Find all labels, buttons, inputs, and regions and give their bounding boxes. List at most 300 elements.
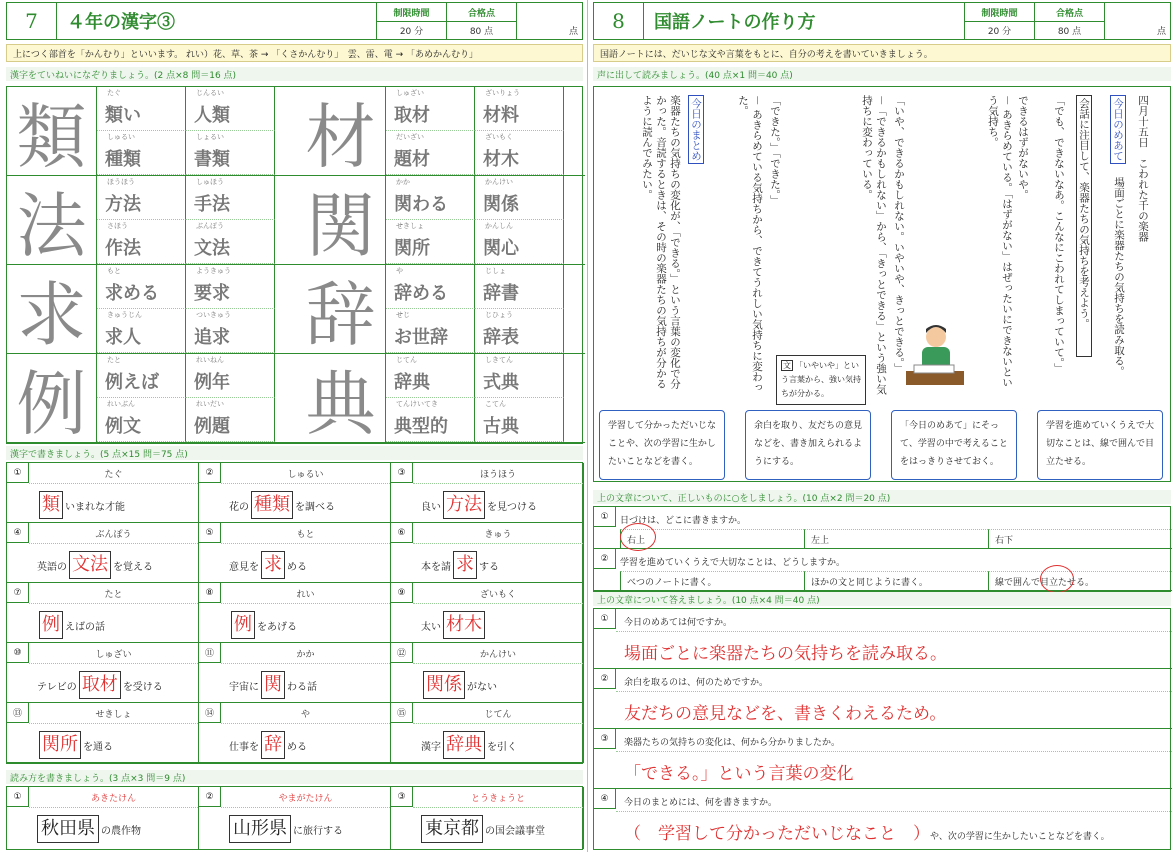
reading-question bbox=[7, 787, 199, 849]
word-kanji: 追求 bbox=[194, 327, 230, 348]
trace-word[interactable] bbox=[97, 354, 186, 398]
question-number: ③ bbox=[391, 463, 413, 483]
reading-answer[interactable]: やまがたけん bbox=[278, 794, 333, 804]
reading-question bbox=[199, 787, 391, 849]
written-question bbox=[594, 789, 1172, 849]
choice-option[interactable]: 右下 bbox=[988, 529, 1172, 549]
word-reading: てんけいてき bbox=[396, 400, 438, 408]
write-question bbox=[391, 583, 584, 643]
question-reading: たと bbox=[104, 590, 123, 600]
answer-box[interactable]: 材木 bbox=[443, 611, 485, 639]
sentence-suffix: わる話 bbox=[287, 681, 317, 693]
score-box[interactable]: 点 bbox=[1104, 3, 1170, 39]
question-number: ⑦ bbox=[7, 583, 29, 603]
word-reading: しゅざい bbox=[396, 89, 424, 97]
sentence-suffix: がない bbox=[467, 681, 497, 693]
kanji-worksheet bbox=[6, 0, 583, 852]
word-kanji: 古典 bbox=[483, 416, 519, 437]
tip-bubble-margin: 余白を取り、友だちの意見などを、書き加えられるようにする。 bbox=[745, 410, 871, 480]
notebook-worksheet bbox=[593, 0, 1171, 852]
question-reading: きゅう bbox=[484, 530, 512, 540]
question-sentence bbox=[37, 731, 113, 759]
trace-word[interactable] bbox=[386, 354, 475, 398]
guide-line bbox=[29, 543, 198, 544]
write-question bbox=[391, 703, 584, 763]
word-kanji: 例年 bbox=[194, 372, 230, 393]
word-kanji: 求める bbox=[105, 283, 159, 304]
kanji-write-grid bbox=[6, 462, 583, 764]
sentence-prefix: 英語の bbox=[37, 561, 67, 573]
dialog-line-4: 「できた。」「できた。」 bbox=[769, 95, 781, 206]
trace-word[interactable] bbox=[97, 265, 186, 309]
answer-box[interactable]: 例 bbox=[39, 611, 63, 639]
word-reading: ぶんぽう bbox=[196, 222, 224, 230]
question-reading: かんけい bbox=[479, 650, 516, 660]
question-sentence bbox=[421, 731, 517, 759]
trace-word[interactable] bbox=[475, 354, 564, 398]
time-limit: 制限時間 20 分 bbox=[964, 3, 1034, 39]
choice-option[interactable]: 線で囲んで目立たせる。 bbox=[988, 571, 1172, 591]
choice-option[interactable]: 右上 bbox=[620, 529, 804, 549]
guide-line bbox=[616, 631, 1172, 632]
choice-question bbox=[594, 549, 1172, 591]
section-answer: 上の文章について答えましょう。(10 点×4 問＝40 点) bbox=[593, 592, 1171, 606]
summary-label: 今日のまとめ bbox=[688, 95, 704, 164]
word-reading: れいぶん bbox=[107, 400, 135, 408]
word-reading: や bbox=[396, 267, 403, 275]
question-number: ⑪ bbox=[199, 643, 221, 663]
question-number: ⑥ bbox=[391, 523, 413, 543]
guide-line bbox=[616, 691, 1172, 692]
written-question bbox=[594, 729, 1172, 789]
choice-option[interactable]: べつのノートに書く。 bbox=[620, 571, 804, 591]
trace-word[interactable] bbox=[475, 220, 564, 264]
written-answers bbox=[593, 608, 1171, 850]
trace-word[interactable] bbox=[97, 220, 186, 264]
guide-line bbox=[29, 603, 198, 604]
sentence-suffix: の国会議事堂 bbox=[485, 825, 545, 837]
sentence-suffix: を調べる bbox=[295, 501, 335, 513]
trace-word[interactable] bbox=[186, 265, 275, 309]
dialog-line-2: できるはずがないや。 bbox=[1017, 95, 1029, 200]
trace-word[interactable] bbox=[386, 309, 475, 353]
word-reading: ようきゅう bbox=[196, 267, 231, 275]
word-reading: ざいりょう bbox=[485, 89, 520, 97]
choice-option[interactable]: 左上 bbox=[804, 529, 988, 549]
answer-box[interactable]: 例 bbox=[231, 611, 255, 639]
word-reading: たと bbox=[107, 356, 121, 364]
word-reading: たぐ bbox=[107, 89, 121, 97]
trace-word[interactable] bbox=[186, 131, 275, 175]
question-number: ② bbox=[199, 463, 221, 483]
tip-bubble-summary: 学習して分かっただいじなことや、次の学習に生かしたいことなどを書く。 bbox=[599, 410, 725, 480]
sentence-prefix: 良い bbox=[421, 501, 441, 513]
guide-line bbox=[221, 603, 390, 604]
trace-kanji[interactable]: 例 bbox=[7, 354, 97, 443]
question-sentence bbox=[229, 551, 307, 579]
word-reading: じひょう bbox=[485, 311, 513, 319]
question-reading: たぐ bbox=[104, 470, 123, 480]
word-kanji: 方法 bbox=[105, 194, 141, 215]
word-kanji: 関係 bbox=[483, 194, 519, 215]
word-reading: かんしん bbox=[485, 222, 513, 230]
guide-line bbox=[221, 723, 390, 724]
answer-box[interactable]: 取材 bbox=[79, 671, 121, 699]
written-answer[interactable] bbox=[624, 639, 947, 664]
question-sentence bbox=[229, 491, 335, 519]
question-reading: や bbox=[300, 710, 310, 720]
written-answer[interactable] bbox=[624, 819, 1110, 844]
question-reading: じてん bbox=[484, 710, 512, 720]
trace-word[interactable] bbox=[386, 220, 475, 264]
answer-box[interactable]: 種類 bbox=[251, 491, 293, 519]
sheet-number: 7 bbox=[7, 3, 57, 39]
choice-question bbox=[594, 507, 1172, 549]
trace-kanji[interactable]: 関 bbox=[296, 176, 386, 265]
question-reading: ぶんぽう bbox=[95, 530, 132, 540]
trace-word[interactable] bbox=[186, 176, 275, 220]
pass-mark: 合格点 80 点 bbox=[446, 3, 516, 39]
question-reading: もと bbox=[296, 530, 315, 540]
answer-tail: や、次の学習に生かしたいことなどを書く。 bbox=[930, 832, 1110, 842]
dialog-note-1: － あきらめている。「はずがない」はぜったいにできないという気持ち。 bbox=[987, 95, 1013, 388]
question-number: ⑧ bbox=[199, 583, 221, 603]
trace-word[interactable] bbox=[386, 176, 475, 220]
word-reading: ざいもく bbox=[485, 133, 513, 141]
question-sentence bbox=[37, 551, 153, 579]
guide-line bbox=[413, 663, 583, 664]
kanji-block bbox=[296, 87, 585, 176]
word-reading: せじ bbox=[396, 311, 410, 319]
sentence-suffix: の農作物 bbox=[101, 825, 141, 837]
question-reading: ほうほう bbox=[479, 470, 516, 480]
tip-bubble-highlight: 学習を進めていくうえで大切なことは、線で囲んで目立たせる。 bbox=[1037, 410, 1163, 480]
sheet-title: 国語ノートの作り方 bbox=[654, 12, 816, 33]
write-question bbox=[199, 523, 391, 583]
sentence-suffix: める bbox=[287, 561, 307, 573]
word-reading: ついきゅう bbox=[196, 311, 231, 319]
word-kanji: 作法 bbox=[105, 238, 141, 259]
question-sentence bbox=[37, 671, 163, 699]
word-kanji: 材木 bbox=[483, 149, 519, 170]
sentence-suffix: を引く bbox=[487, 741, 517, 753]
word-reading: だいざい bbox=[396, 133, 424, 141]
time-limit: 制限時間 20 分 bbox=[376, 3, 446, 39]
question-text: 余白を取るのは、何のためですか。 bbox=[624, 678, 769, 688]
section-read-aloud: 声に出して読みましょう。(40 点×1 問＝40 点) bbox=[593, 67, 1171, 81]
sentence-suffix: める bbox=[287, 741, 307, 753]
trace-word[interactable] bbox=[386, 265, 475, 309]
word-kanji: 文法 bbox=[194, 238, 230, 259]
question-number: ⑤ bbox=[199, 523, 221, 543]
sentence-suffix: いまれな才能 bbox=[65, 501, 125, 513]
word-kanji: 種類 bbox=[105, 149, 141, 170]
section-read: 読み方を書きましょう。(3 点×3 問＝9 点) bbox=[6, 770, 583, 784]
written-answer[interactable] bbox=[624, 759, 854, 784]
word-kanji: 辞書 bbox=[483, 283, 519, 304]
trace-word[interactable] bbox=[386, 131, 475, 175]
reading-answer[interactable]: とうきょうと bbox=[470, 794, 525, 804]
notebook-date: 四月十五日 こわれた千の楽器 bbox=[1137, 95, 1149, 242]
trace-word[interactable] bbox=[186, 398, 275, 442]
question-number: ① bbox=[7, 787, 29, 807]
sentence-prefix: 仕事を bbox=[229, 741, 259, 753]
write-question bbox=[199, 703, 391, 763]
multiple-choice bbox=[593, 506, 1171, 592]
question-text: 楽器たちの気持ちの変化は、何から分かりましたか。 bbox=[624, 738, 841, 748]
sentence-prefix: テレビの bbox=[37, 681, 77, 693]
question-number: ⑬ bbox=[7, 703, 29, 723]
trace-kanji[interactable]: 類 bbox=[7, 87, 97, 176]
word-kanji: 要求 bbox=[194, 283, 230, 304]
sheet-number: 8 bbox=[594, 3, 644, 39]
answer-box[interactable]: 関係 bbox=[423, 671, 465, 699]
word-kanji: 辞表 bbox=[483, 327, 519, 348]
question-number: ① bbox=[594, 507, 616, 527]
question-number: ① bbox=[7, 463, 29, 483]
dialog-line-3: 「いや、できるかもしれない。いやいや、きっとできる。」 bbox=[893, 95, 905, 374]
question-number: ③ bbox=[391, 787, 413, 807]
sentence-suffix: する bbox=[479, 561, 499, 573]
kanji-word: 東京都 bbox=[421, 815, 483, 843]
trace-word[interactable] bbox=[475, 131, 564, 175]
word-reading: せきしょ bbox=[396, 222, 424, 230]
answer-box[interactable]: 辞典 bbox=[443, 731, 485, 759]
reading-question bbox=[391, 787, 584, 849]
answer-box[interactable]: 求 bbox=[453, 551, 477, 579]
word-kanji: 関心 bbox=[483, 238, 519, 259]
trace-word[interactable] bbox=[97, 398, 186, 442]
trace-word[interactable] bbox=[475, 265, 564, 309]
guide-line bbox=[413, 723, 583, 724]
question-sentence bbox=[37, 491, 125, 519]
dialog-line-1: 「でも、できないなあ。こんなにこわれてしまっていて。」 bbox=[1053, 95, 1065, 374]
word-reading: しきてん bbox=[485, 356, 513, 364]
answer-box[interactable]: 関 bbox=[261, 671, 285, 699]
question-reading: れい bbox=[296, 590, 315, 600]
guide-line bbox=[221, 807, 390, 808]
question-number: ⑩ bbox=[7, 643, 29, 663]
guide-line bbox=[413, 603, 583, 604]
trace-kanji[interactable]: 法 bbox=[7, 176, 97, 265]
student-illustration bbox=[900, 323, 970, 395]
sentence-prefix: 意見を bbox=[229, 561, 259, 573]
write-question bbox=[199, 643, 391, 703]
answer-box[interactable]: 求 bbox=[261, 551, 285, 579]
guide-line bbox=[616, 811, 1172, 812]
trace-kanji[interactable]: 辞 bbox=[296, 265, 386, 354]
sentence-suffix: を見つける bbox=[487, 501, 537, 513]
tip-bubble-goal: 「今日のめあて」にそって、学習の中で考えることをはっきりさせておく。 bbox=[891, 410, 1017, 480]
word-kanji: 辞める bbox=[394, 283, 448, 304]
trace-word[interactable] bbox=[186, 354, 275, 398]
written-question bbox=[594, 609, 1172, 669]
trace-kanji[interactable]: 材 bbox=[296, 87, 386, 176]
write-question bbox=[199, 463, 391, 523]
word-kanji: 人類 bbox=[194, 105, 230, 126]
answer-text: 友だちの意見などを、書きくわえるため。 bbox=[624, 704, 947, 724]
choice-option[interactable]: ほかの文と同じように書く。 bbox=[804, 571, 988, 591]
question-reading: しゅざい bbox=[95, 650, 132, 660]
write-question bbox=[391, 463, 584, 523]
write-question bbox=[7, 523, 199, 583]
word-reading: しょるい bbox=[196, 133, 224, 141]
guide-line bbox=[221, 483, 390, 484]
answer-text: 場面ごとに楽器たちの気持ちを読み取る。 bbox=[624, 644, 947, 664]
word-kanji: 例題 bbox=[194, 416, 230, 437]
section-write: 漢字で書きましょう。(5 点×15 問＝75 点) bbox=[6, 446, 583, 460]
trace-word[interactable] bbox=[97, 176, 186, 220]
question-sentence bbox=[229, 731, 307, 759]
word-reading: ほうほう bbox=[107, 178, 135, 186]
goal-label: 今日のめあて bbox=[1110, 95, 1126, 164]
word-kanji: 関所 bbox=[394, 238, 430, 259]
sentence-suffix: をあげる bbox=[257, 621, 297, 633]
word-kanji: 辞典 bbox=[394, 372, 430, 393]
write-question bbox=[7, 463, 199, 523]
reading-sentence bbox=[421, 815, 545, 843]
question-number: ④ bbox=[7, 523, 29, 543]
question-number: ⑫ bbox=[391, 643, 413, 663]
word-kanji: 式典 bbox=[483, 372, 519, 393]
word-reading: かか bbox=[396, 178, 410, 186]
word-kanji: お世辞 bbox=[394, 327, 448, 348]
trace-word[interactable] bbox=[97, 87, 186, 131]
question-sentence bbox=[421, 551, 499, 579]
trace-word[interactable] bbox=[186, 87, 275, 131]
word-reading: じんるい bbox=[196, 89, 224, 97]
left-header bbox=[6, 2, 583, 40]
word-kanji: 書類 bbox=[194, 149, 230, 170]
write-question bbox=[391, 643, 584, 703]
word-reading: もと bbox=[107, 267, 121, 275]
section-trace: 漢字をていねいになぞりましょう。(2 点×8 問＝16 点) bbox=[6, 67, 583, 81]
kanji-block bbox=[296, 176, 585, 265]
kanji-word: 秋田県 bbox=[37, 815, 99, 843]
kanji-block bbox=[296, 354, 585, 443]
word-kanji: 題材 bbox=[394, 149, 430, 170]
write-question bbox=[7, 643, 199, 703]
question-sentence bbox=[421, 611, 487, 639]
summary-text: 楽器たちの気持ちの変化が、「できる。」という言葉の変化で分かった。音読するときは、その時の楽器たちの気持ちが分かるように読んでみたい。 bbox=[641, 95, 681, 389]
trace-word[interactable] bbox=[475, 398, 564, 442]
sentence-prefix: 宇宙に bbox=[229, 681, 259, 693]
answer-box[interactable]: 辞 bbox=[261, 731, 285, 759]
word-reading: きゅうじん bbox=[107, 311, 142, 319]
answer-box[interactable]: 類 bbox=[39, 491, 63, 519]
word-reading: れいだい bbox=[196, 400, 224, 408]
question-sentence bbox=[229, 671, 317, 699]
guide-line bbox=[413, 483, 583, 484]
guide-line bbox=[221, 663, 390, 664]
right-header bbox=[593, 2, 1171, 40]
question-number: ② bbox=[594, 549, 616, 569]
trace-word[interactable] bbox=[186, 309, 275, 353]
word-reading: しゅほう bbox=[196, 178, 224, 186]
trace-word[interactable] bbox=[97, 131, 186, 175]
question-sentence bbox=[37, 611, 105, 639]
sentence-prefix: 本を請 bbox=[421, 561, 451, 573]
word-reading: じてん bbox=[396, 356, 417, 364]
question-number: ⑨ bbox=[391, 583, 413, 603]
word-kanji: 手法 bbox=[194, 194, 230, 215]
question-text: 今日のめあては何ですか。 bbox=[624, 618, 733, 628]
instruction-note: 国語ノートには、だいじな文や言葉をもとに、自分の考えを書いていきましょう。 bbox=[593, 44, 1171, 62]
trace-word[interactable] bbox=[186, 220, 275, 264]
word-reading: さほう bbox=[107, 222, 128, 230]
trace-word[interactable] bbox=[475, 176, 564, 220]
word-kanji: 関わる bbox=[394, 194, 448, 215]
sentence-suffix: を通る bbox=[83, 741, 113, 753]
trace-kanji[interactable]: 典 bbox=[296, 354, 386, 443]
write-question bbox=[199, 583, 391, 643]
sentence-suffix: えばの話 bbox=[65, 621, 105, 633]
question-sentence bbox=[229, 611, 297, 639]
answer-box[interactable]: 文法 bbox=[69, 551, 111, 579]
trace-word[interactable] bbox=[475, 87, 564, 131]
guide-line bbox=[616, 751, 1172, 752]
question-number: ② bbox=[594, 669, 616, 689]
kanji-block bbox=[7, 176, 296, 265]
sentence-suffix: を覚える bbox=[113, 561, 153, 573]
sentence-prefix: 花の bbox=[229, 501, 249, 513]
guide-line bbox=[413, 543, 583, 544]
pass-mark: 合格点 80 点 bbox=[1034, 3, 1104, 39]
sheet-title: ４年の漢字③ bbox=[67, 12, 175, 33]
goal-text: 場面ごとに楽器たちの気持ちを読み取る。 bbox=[1113, 177, 1125, 377]
trace-word[interactable] bbox=[97, 309, 186, 353]
trace-word[interactable] bbox=[475, 309, 564, 353]
word-reading: しゅるい bbox=[107, 133, 135, 141]
question-number: ② bbox=[199, 787, 221, 807]
word-kanji: 例文 bbox=[105, 416, 141, 437]
write-question bbox=[7, 583, 199, 643]
question-reading: せきしょ bbox=[95, 710, 132, 720]
word-reading: かんけい bbox=[485, 178, 513, 186]
answer-circle bbox=[620, 523, 656, 551]
answer-circle bbox=[1040, 565, 1074, 593]
write-question bbox=[7, 703, 199, 763]
trace-word[interactable] bbox=[386, 87, 475, 131]
answer-box[interactable]: 関所 bbox=[39, 731, 81, 759]
sentence-prefix: 漢字 bbox=[421, 741, 441, 753]
guide-line bbox=[29, 483, 198, 484]
kanji-block bbox=[7, 87, 296, 176]
score-box[interactable]: 点 bbox=[516, 3, 582, 39]
margin-note: 文 「いやいや」という言葉から、強い気持ちが分かる。 bbox=[776, 355, 866, 405]
trace-kanji[interactable]: 求 bbox=[7, 265, 97, 354]
question-number: ④ bbox=[594, 789, 616, 809]
word-kanji: 典型的 bbox=[394, 416, 448, 437]
word-kanji: 類い bbox=[105, 105, 141, 126]
guide-line bbox=[29, 723, 198, 724]
sentence-suffix: を受ける bbox=[122, 681, 163, 693]
kanji-block bbox=[7, 354, 296, 443]
trace-word[interactable] bbox=[386, 398, 475, 442]
kanji-block bbox=[7, 265, 296, 354]
section-choice: 上の文章について、正しいものに○をしましょう。(10 点×2 問＝20 点) bbox=[593, 490, 1171, 504]
dialog-note-2: －「できるかもしれない」から、「きっとできる」という強い気持ちに変わっている。 bbox=[861, 95, 887, 395]
kanji-word: 山形県 bbox=[229, 815, 291, 843]
guide-line bbox=[413, 807, 583, 808]
write-question bbox=[391, 523, 584, 583]
kanji-block bbox=[296, 265, 585, 354]
word-reading: れいねん bbox=[196, 356, 224, 364]
reading-sentence bbox=[229, 815, 343, 843]
written-answer[interactable] bbox=[624, 699, 946, 724]
reading-answer[interactable]: あきたけん bbox=[90, 794, 136, 804]
answer-box[interactable]: 方法 bbox=[443, 491, 485, 519]
